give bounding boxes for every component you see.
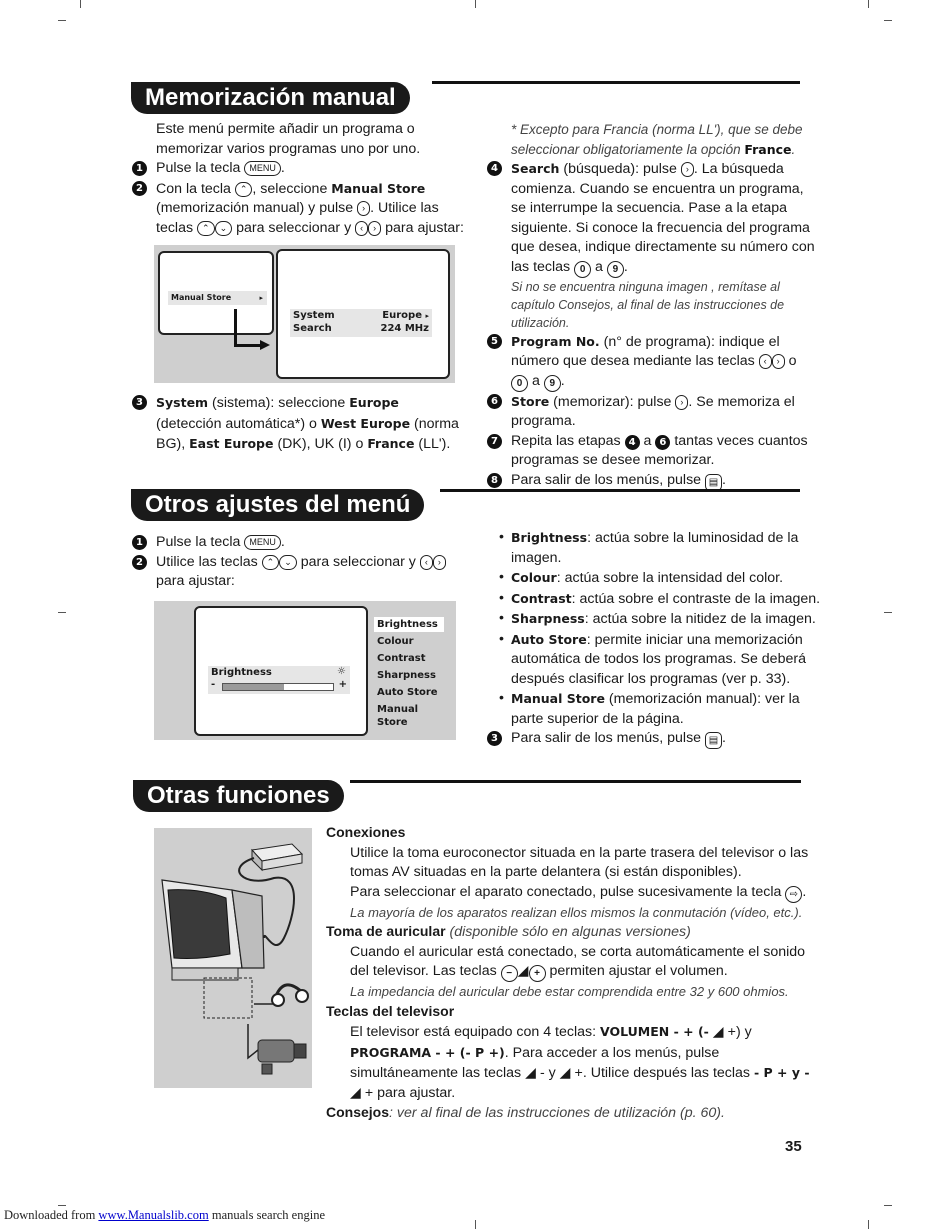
menu-item-contrast: Contrast (377, 653, 426, 664)
system-search-panel (290, 309, 432, 337)
exit-menu-key-icon: ▤ (705, 474, 722, 491)
section-title: Memorización manual (131, 82, 410, 114)
connections-select: Para seleccionar el aparato conectado, pulse sucesivamente la tecla ⇨ . (326, 883, 811, 903)
brightness-label: Brightness (211, 667, 272, 678)
up-key-icon: ⌃ (262, 555, 280, 570)
down-key-icon: ⌄ (215, 221, 233, 236)
right-key-icon: › (368, 221, 381, 236)
up-key-icon: ⌃ (197, 221, 215, 236)
system-label: System (293, 310, 335, 321)
step-number: 4 (487, 161, 502, 176)
volume-minus-key-icon: − (501, 965, 518, 982)
connections-heading: Conexiones (326, 824, 406, 840)
left-key-icon: ‹ (759, 354, 772, 369)
exit-menu-key-icon: ▤ (705, 732, 722, 749)
footer-prefix: Downloaded from (4, 1208, 96, 1222)
france-note: * Excepto para Francia (norma LL'), que se debe seleccionar obligatoriamente la opción France. (511, 122, 803, 157)
crop-mark (58, 20, 66, 21)
section3-text (326, 823, 811, 1124)
television-icon (162, 880, 264, 980)
volume-icon: ◢ (517, 963, 529, 979)
volume-icon: ◢ (712, 1024, 724, 1040)
up-key-icon: ⌃ (235, 182, 253, 197)
menu-key-icon: MENU (244, 535, 281, 550)
headphone-heading: Toma de auricular (disponible sólo en algunas versiones) (326, 923, 691, 940)
step-ref: 4 (625, 435, 640, 450)
brightness-panel (208, 666, 350, 694)
right-key-icon: › (772, 354, 785, 369)
settings-menu-list (374, 617, 452, 730)
crop-mark (868, 0, 869, 8)
volume-icon: ◢ (525, 1065, 536, 1081)
step-number: 8 (487, 473, 502, 488)
headphone-note: La impedancia del auricular debe estar comprendida entre 32 y 600 ohmios. (350, 984, 789, 999)
step-7: 7 Repita las etapas 4 a 6 tantas veces cuantos programas se desee memorizar. (487, 432, 817, 471)
headphones-icon (272, 985, 308, 1006)
no-image-note: Si no se encuentra ninguna imagen , remítase al capítulo Consejos, al final de las instrucciones de utilización. (511, 279, 785, 330)
tv-connections-illustration (154, 828, 312, 1088)
tv-keys-paragraph: El televisor está equipado con 4 teclas: VOLUMEN - + (- ◢ +) y PROGRAMA - + (- P +). Para acceder a los menús, pulse simultáneamente las teclas ◢ - y ◢ +. Utilice después las teclas - P + y - ◢ + para ajustar. (350, 1024, 810, 1101)
right-key-icon: › (357, 201, 370, 216)
volume-icon: ◢ (559, 1065, 571, 1081)
manual-store-diagram (154, 245, 455, 383)
footer-suffix: manuals search engine (211, 1208, 325, 1222)
footer (4, 1208, 325, 1223)
section-rule (432, 81, 800, 84)
step-1: 1 Pulse la tecla MENU . (132, 533, 467, 553)
menu-item-manual-store: Manual Store (377, 704, 419, 728)
digit-0-key-icon: 0 (511, 375, 528, 392)
section-title: Otros ajustes del menú (131, 489, 424, 521)
section1-right-column (487, 120, 817, 491)
step-3: 3 Para salir de los menús, pulse ▤ . (487, 729, 822, 749)
list-item: • Auto Store: permite iniciar una memorización automática de todos los programas. Se deberá después clasificar los programas (ver p. 33). (499, 630, 822, 690)
crop-mark (884, 612, 892, 613)
step-number: 1 (132, 535, 147, 550)
volume-icon: ◢ (350, 1084, 361, 1101)
connections-paragraph: Utilice la toma euroconector situada en la parte trasera del televisor o las tomas AV situadas en la parte delantera (si están disponibles). (350, 844, 809, 880)
settings-menu-diagram (154, 601, 456, 740)
tv-screen-large (276, 249, 450, 379)
tv-screen-small (158, 251, 274, 335)
section-rule (350, 780, 801, 783)
camcorder-icon (258, 1040, 306, 1074)
digit-0-key-icon: 0 (574, 261, 591, 278)
arrow-right-icon: ▸ (425, 312, 429, 320)
step-number: 6 (487, 394, 502, 409)
headphone-paragraph: Cuando el auricular está conectado, se corta automáticamente el sonido del televisor. Las teclas − ◢ + permiten ajustar el volumen. (326, 943, 811, 983)
step-number: 2 (132, 555, 147, 570)
menu-item-manual-store: Manual Store ▸ (168, 291, 267, 305)
step-4: 4 Search (búsqueda): pulse › . La búsqueda comienza. Cuando se encuentra un programa, se interrumpe la secuencia. Pase a la etapa siguiente. Si conoce la frecuencia del programa que desea, indique directamente su número con las teclas 0 a 9 . (487, 159, 817, 278)
menu-item-brightness: Brightness (374, 617, 444, 632)
left-key-icon: ‹ (355, 221, 368, 236)
step-8: 8 Para salir de los menús, pulse ▤ . (487, 471, 817, 491)
menu-item-sharpness: Sharpness (377, 670, 436, 681)
brightness-level-fill (223, 684, 284, 690)
volume-plus-key-icon: + (529, 965, 546, 982)
intro-text: Este menú permite añadir un programa o memorizar varios programas uno por uno. (156, 121, 421, 157)
right-key-icon: › (675, 395, 688, 410)
menu-item-auto-store: Auto Store (377, 687, 438, 698)
search-value: 224 MHz (380, 323, 429, 334)
section1-step3 (132, 393, 467, 455)
brightness-slider (222, 683, 334, 691)
digit-9-key-icon: 9 (544, 375, 561, 392)
digit-9-key-icon: 9 (607, 261, 624, 278)
menu-item-colour: Colour (377, 636, 414, 647)
av-select-key-icon: ⇨ (785, 886, 802, 903)
camcorder-cable (248, 1024, 258, 1058)
list-item: • Sharpness: actúa sobre la nitidez de la imagen. (499, 609, 822, 630)
arrow-head-icon (260, 340, 270, 350)
step-5: 5 Program No. (n° de programa): indique el número que desea mediante las teclas ‹ › o 0 a 9 . (487, 332, 817, 392)
list-item: • Colour: actúa sobre la intensidad del color. (499, 568, 822, 589)
section2-right-column (487, 528, 822, 749)
crop-mark (58, 1205, 66, 1206)
tv-illustration-svg (154, 828, 312, 1088)
section-title: Otras funciones (133, 780, 344, 812)
step-number: 3 (487, 731, 502, 746)
tv-screen (194, 606, 368, 736)
search-label: Search (293, 323, 332, 334)
section1-left-column (132, 120, 467, 238)
step-2: 2 Con la tecla ⌃ , seleccione Manual Store (memorización manual) y pulse › . Utilice las teclas ⌃ ⌄ para seleccionar y ‹ › para ajustar: (132, 179, 467, 239)
step-ref: 6 (655, 435, 670, 450)
list-item: • Manual Store (memorización manual): ver la parte superior de la página. (499, 689, 822, 729)
step-number: 1 (132, 161, 147, 176)
step-2: 2 Utilice las teclas ⌃ ⌄ para seleccionar y ‹ › para ajustar: (132, 553, 467, 592)
system-value: Europe (382, 310, 422, 321)
right-key-icon: › (433, 555, 446, 570)
crop-mark (884, 1205, 892, 1206)
plus-label: + (338, 679, 347, 690)
tv-keys-heading: Teclas del televisor (326, 1002, 455, 1019)
page-number: 35 (785, 1138, 802, 1155)
step-6: 6 Store (memorizar): pulse › . Se memoriza el programa. (487, 392, 817, 432)
crop-mark (475, 1220, 476, 1229)
step-number: 3 (132, 395, 147, 410)
section2-left-column (132, 533, 467, 592)
step-number: 2 (132, 181, 147, 196)
step-number: 5 (487, 334, 502, 349)
section-rule (440, 489, 800, 492)
arrow-right-icon: ▸ (259, 294, 263, 302)
step-1: 1 Pulse la tecla MENU . (132, 159, 467, 179)
crop-mark (58, 612, 66, 613)
connections-note: La mayoría de los aparatos realizan ellos mismos la conmutación (vídeo, etc.). (350, 904, 803, 920)
footer-link[interactable]: www.Manualslib.com (98, 1208, 209, 1222)
connector-line (234, 309, 237, 347)
down-key-icon: ⌄ (279, 555, 297, 570)
crop-mark (884, 20, 892, 21)
left-key-icon: ‹ (420, 555, 433, 570)
step-number: 7 (487, 434, 502, 449)
menu-key-icon: MENU (244, 161, 281, 176)
minus-label: - (211, 679, 216, 690)
external-device-icon (252, 844, 302, 870)
right-key-icon: › (681, 162, 694, 177)
av-connection-box (204, 978, 252, 1018)
step-3: 3 System (sistema): seleccione Europe (detección automática*) o West Europe (norma BG), East Europe (DK), UK (I) o France (LL'). (132, 393, 467, 455)
list-item: • Brightness: actúa sobre la luminosidad de la imagen. (499, 528, 822, 568)
crop-mark (475, 0, 476, 8)
sun-icon: ☼ (337, 666, 346, 677)
tips-line: Consejos: ver al final de las instrucciones de utilización (p. 60). (326, 1104, 725, 1121)
crop-mark (868, 1220, 869, 1229)
settings-bullet-list (487, 528, 822, 729)
crop-mark (80, 0, 81, 8)
list-item: • Contrast: actúa sobre el contraste de la imagen. (499, 589, 822, 610)
